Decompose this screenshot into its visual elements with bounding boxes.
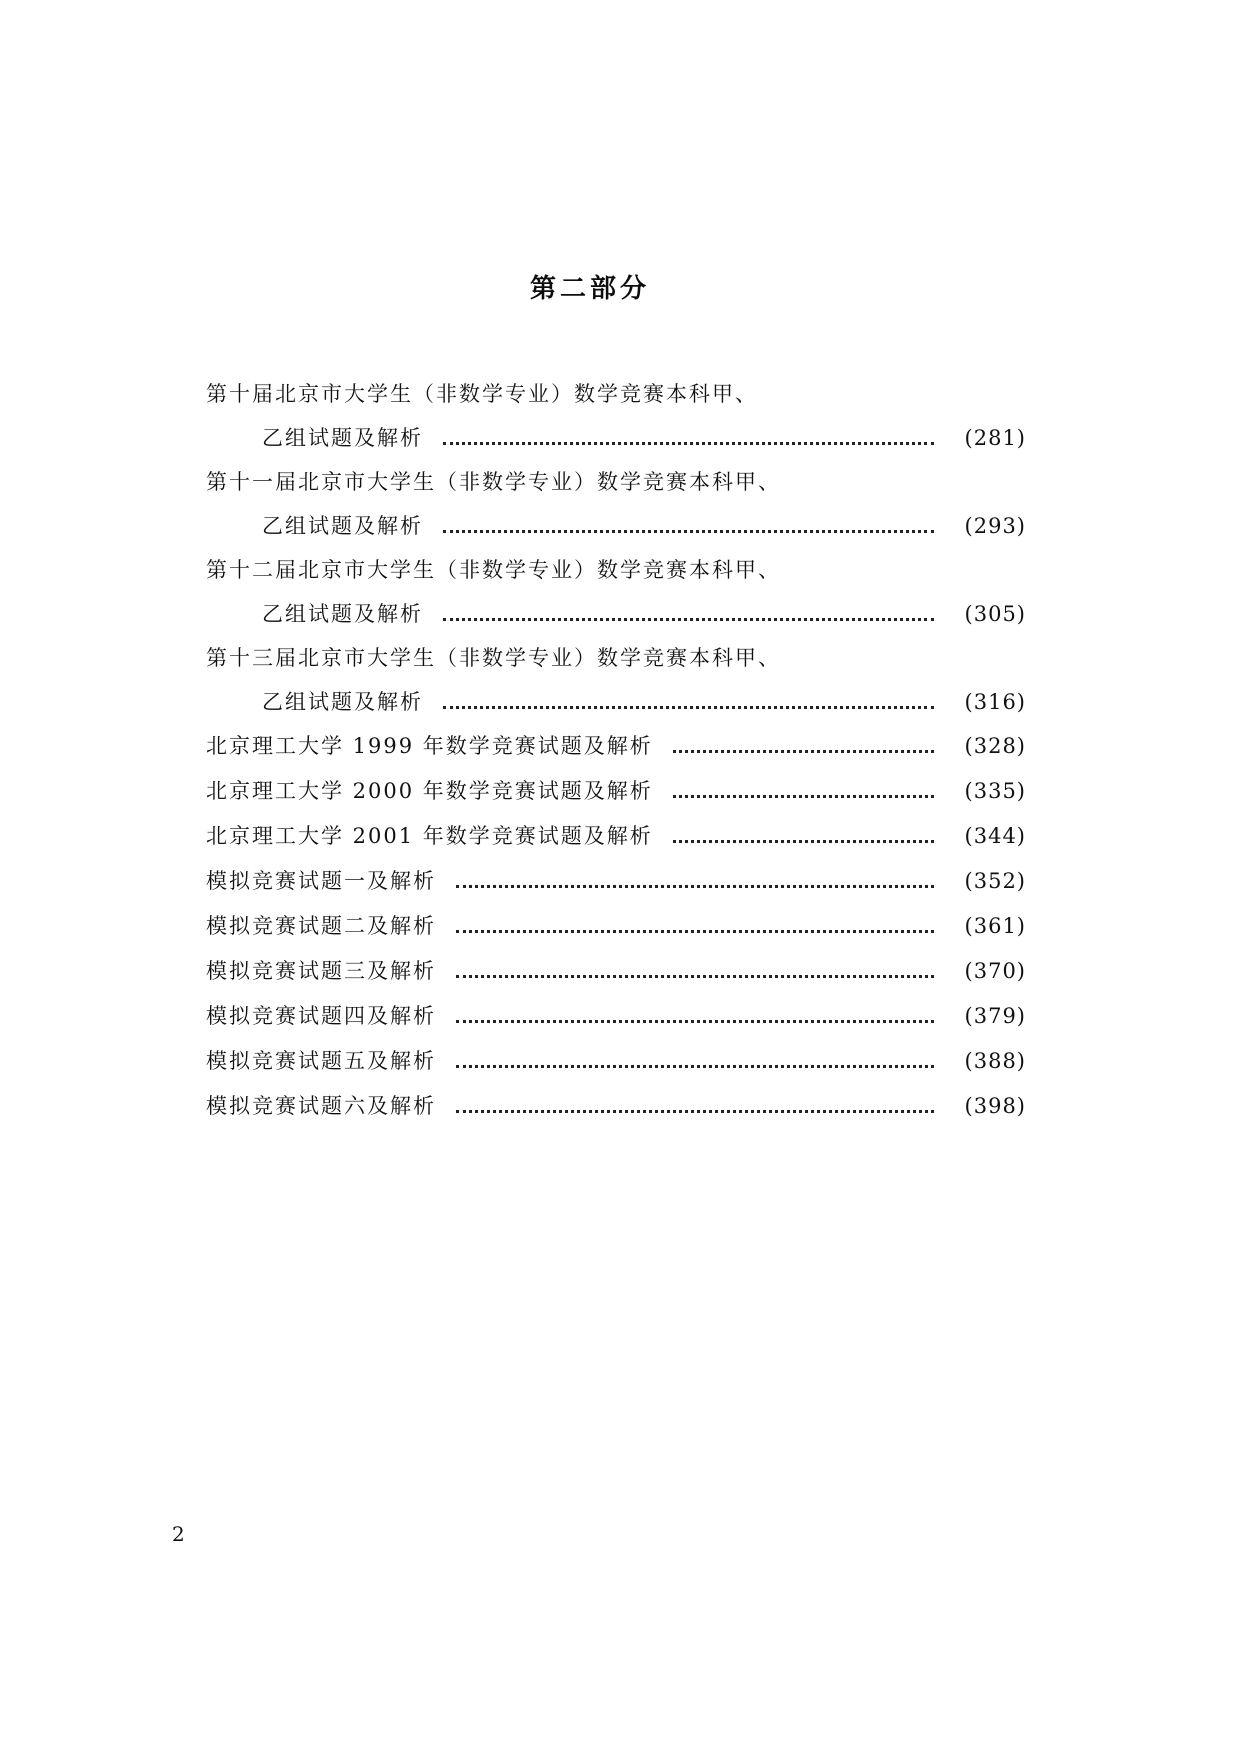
toc-page-number: (328): [964, 734, 1026, 758]
toc-page-number: (370): [964, 959, 1026, 983]
toc-page-number: (352): [964, 869, 1026, 893]
toc-entry-title-line[interactable]: [206, 642, 1026, 686]
toc-page-number: (293): [964, 514, 1026, 538]
toc-entry[interactable]: [206, 1045, 1026, 1090]
dot-leader: [443, 686, 934, 709]
toc-entry[interactable]: [206, 865, 1026, 910]
toc-page-number: (388): [964, 1049, 1026, 1073]
dot-leader: [456, 1000, 934, 1023]
dot-leader: [456, 865, 934, 888]
dot-leader: [673, 730, 934, 753]
dot-leader: [443, 422, 934, 445]
toc-entry-title-cont: 乙组试题及解析: [262, 602, 423, 626]
toc-entry-title: 第十二届北京市大学生（非数学专业）数学竞赛本科甲、: [206, 558, 781, 582]
toc-entry[interactable]: [206, 775, 1026, 820]
toc-entry-title: 模拟竞赛试题四及解析: [206, 1004, 436, 1028]
toc-entry-title: 第十三届北京市大学生（非数学专业）数学竞赛本科甲、: [206, 646, 781, 670]
toc-entry[interactable]: [206, 955, 1026, 1000]
toc-entry[interactable]: [206, 910, 1026, 955]
toc-entry-title: 模拟竞赛试题二及解析: [206, 914, 436, 938]
toc-entry-continuation[interactable]: [206, 598, 1026, 642]
toc-page-number: (281): [964, 426, 1026, 450]
toc-entry-title-line[interactable]: [206, 554, 1026, 598]
toc-entry-title: 模拟竞赛试题五及解析: [206, 1049, 436, 1073]
dot-leader: [673, 775, 934, 798]
page-number: 2: [172, 1522, 185, 1546]
toc-entry-continuation[interactable]: [206, 686, 1026, 730]
toc-entry-continuation[interactable]: [206, 422, 1026, 466]
toc-page-number: (379): [964, 1004, 1026, 1028]
dot-leader: [456, 910, 934, 933]
toc-entry-continuation[interactable]: [206, 510, 1026, 554]
toc-entry-title: 北京理工大学 2001 年数学竞赛试题及解析: [206, 824, 653, 848]
toc-entry-title-line[interactable]: [206, 378, 1026, 422]
toc-entry[interactable]: [206, 820, 1026, 865]
toc-entry[interactable]: [206, 1090, 1026, 1135]
toc-entry-title: 第十届北京市大学生（非数学专业）数学竞赛本科甲、: [206, 382, 758, 406]
dot-leader: [443, 598, 934, 621]
toc-entry-title-cont: 乙组试题及解析: [262, 690, 423, 714]
toc-entry-title: 第十一届北京市大学生（非数学专业）数学竞赛本科甲、: [206, 470, 781, 494]
dot-leader: [456, 955, 934, 978]
toc-page-number: (344): [964, 824, 1026, 848]
toc-entry-title: 北京理工大学 2000 年数学竞赛试题及解析: [206, 779, 653, 803]
section-title: 第二部分: [529, 274, 650, 304]
toc-entry-title-cont: 乙组试题及解析: [262, 426, 423, 450]
toc-entry-title: 模拟竞赛试题六及解析: [206, 1094, 436, 1118]
toc-entry[interactable]: [206, 730, 1026, 775]
toc-page-number: (335): [964, 779, 1026, 803]
toc-page-number: (305): [964, 602, 1026, 626]
dot-leader: [456, 1045, 934, 1068]
toc-page-number: (398): [964, 1094, 1026, 1118]
dot-leader: [443, 510, 934, 533]
toc-entry-title-line[interactable]: [206, 466, 1026, 510]
dot-leader: [456, 1090, 934, 1113]
toc-page-number: (316): [964, 690, 1026, 714]
table-of-contents: [206, 378, 1026, 1135]
dot-leader: [673, 820, 934, 843]
toc-entry-title: 模拟竞赛试题一及解析: [206, 869, 436, 893]
toc-page-number: (361): [964, 914, 1026, 938]
toc-entry-title: 模拟竞赛试题三及解析: [206, 959, 436, 983]
toc-entry[interactable]: [206, 1000, 1026, 1045]
toc-entry-title: 北京理工大学 1999 年数学竞赛试题及解析: [206, 734, 653, 758]
toc-entry-title-cont: 乙组试题及解析: [262, 514, 423, 538]
